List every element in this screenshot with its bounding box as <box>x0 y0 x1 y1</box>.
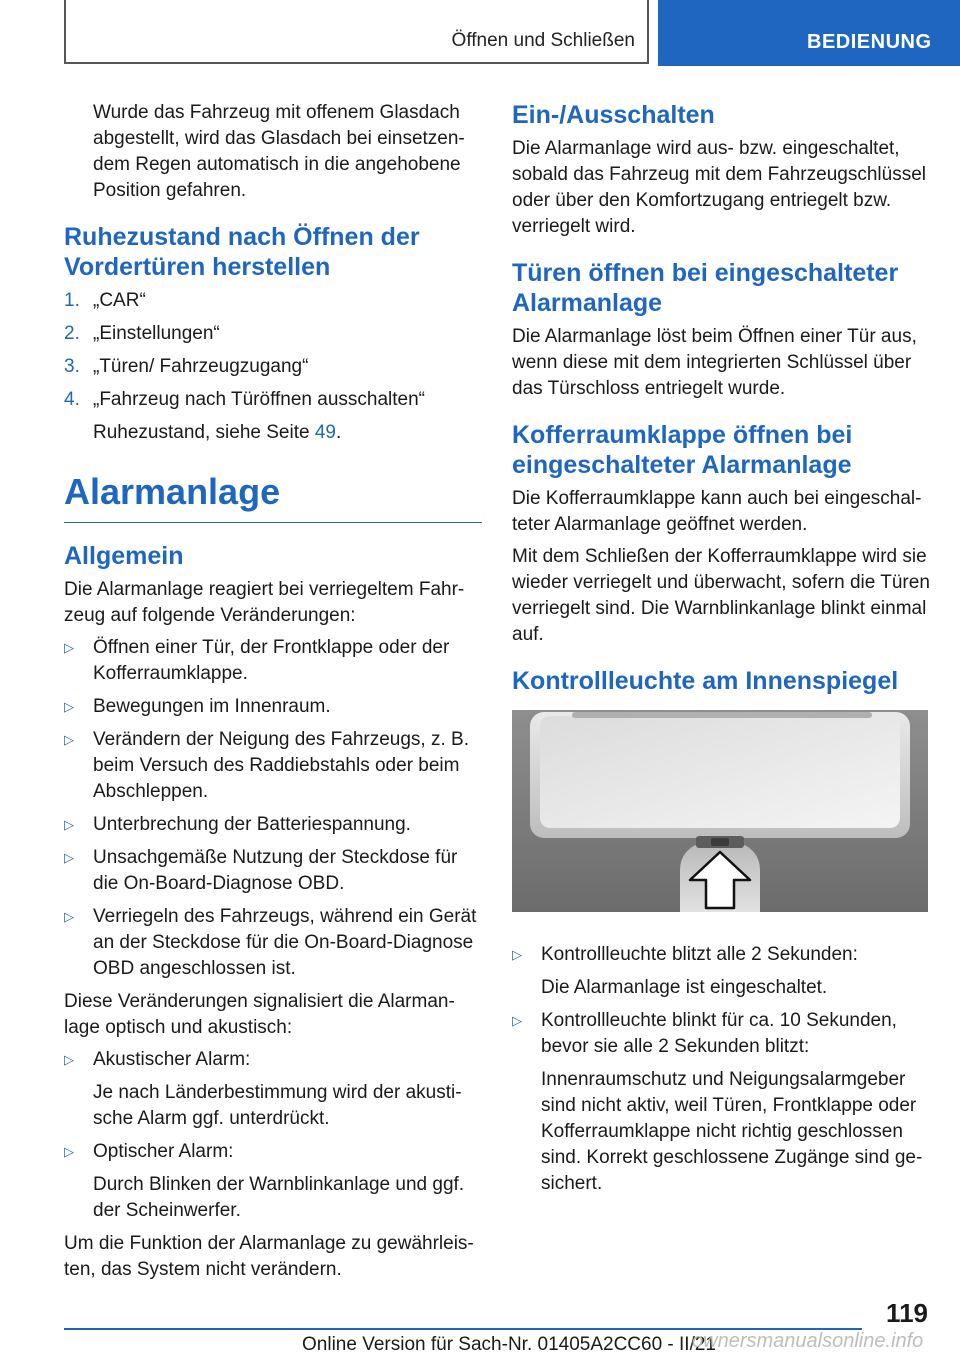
list-item <box>64 387 482 413</box>
page-link[interactable]: 49 <box>314 422 336 443</box>
heading-allgemein: Allgemein <box>64 542 184 570</box>
bullet-text: Unsachgemäße Nutzung der Steckdose für die On-Board-Diagnose OBD. <box>93 847 458 894</box>
closing-paragraph: Um die Funktion der Alarmanlage zu gewährleis‐ten, das System nicht verändern. <box>64 1233 474 1280</box>
bullet-triangle-icon: ▷ <box>64 640 74 655</box>
right-column <box>512 100 930 1204</box>
list-item <box>64 904 482 982</box>
bullet-triangle-icon: ▷ <box>64 909 74 924</box>
bullet-triangle-icon: ▷ <box>64 1144 74 1159</box>
step-text: „Einstellungen“ <box>93 323 220 344</box>
list-item <box>512 942 930 968</box>
bullet-text: Verändern der Neigung des Fahrzeugs, z. B. beim Versuch des Raddiebstahls oder beim Abschleppen. <box>93 729 470 802</box>
koffer-paragraph-1: Die Kofferraumklappe kann auch bei eingeschal‐teter Alarmanlage geöffnet werden. <box>512 488 922 535</box>
bullet-text: Unterbrechung der Batteriespannung. <box>93 814 411 835</box>
list-item <box>64 1139 482 1165</box>
step-note <box>64 420 482 446</box>
kontroll-list <box>512 942 930 1197</box>
step-number: 4. <box>64 389 80 410</box>
signal-paragraph: Diese Veränderungen signalisiert die Alarman‐lage optisch und akustisch: <box>64 991 455 1038</box>
list-item <box>64 321 482 347</box>
bullet-text: Optischer Alarm: <box>93 1141 234 1162</box>
step-text: „Türen/ Fahrzeugzugang“ <box>93 356 309 377</box>
bullet-triangle-icon: ▷ <box>64 817 74 832</box>
footer-version-text: Online Version für Sach-Nr. 01405A2CC60 - II/21 <box>302 1334 717 1355</box>
bullet-text: Kontrollleuchte blinkt für ca. 10 Sekunden, bevor sie alle 2 Sekunden blitzt: <box>541 1010 897 1057</box>
heading-ruhezustand: Ruhezustand nach Öffnen der Vordertüren herstellen <box>64 223 420 281</box>
tueren-paragraph: Die Alarmanlage löst beim Öffnen einer Tür aus, wenn diese mit dem integrierten Schlüssel über das Türschloss entriegelt wurde. <box>512 326 917 399</box>
list-item <box>64 1047 482 1073</box>
bullet-triangle-icon: ▷ <box>512 947 522 962</box>
bullet-text: Akustischer Alarm: <box>93 1049 251 1070</box>
step-number: 3. <box>64 356 80 377</box>
list-item <box>64 694 482 720</box>
ein-paragraph: Die Alarmanlage wird aus- bzw. eingeschaltet, sobald das Fahrzeug mit dem Fahrzeugschlüssel oder über den Komfortzugang entriegelt bzw. verriegelt wird. <box>512 138 926 237</box>
bullet-detail: Die Alarmanlage ist eingeschaltet. <box>541 977 828 998</box>
list-item <box>64 288 482 314</box>
bullet-text: Öffnen einer Tür, der Frontklappe oder der Kofferraumklappe. <box>93 637 450 684</box>
rearview-mirror-illustration <box>512 710 928 912</box>
heading-tueren-oeffnen: Türen öffnen bei eingeschalteter Alarmanlage <box>512 259 899 317</box>
step-note-suffix: . <box>335 422 342 443</box>
section-tab[interactable]: BEDIENUNG <box>658 0 960 66</box>
step-number: 2. <box>64 323 80 344</box>
bullet-triangle-icon: ▷ <box>64 1052 74 1067</box>
heading-ein-ausschalten: Ein-/Ausschalten <box>512 101 715 129</box>
list-item <box>64 635 482 687</box>
bullet-triangle-icon: ▷ <box>64 699 74 714</box>
bullet-text: Verriegeln des Fahrzeugs, während ein Gerät an der Steckdose für die On-Board-Diagnose OBD angeschlossen ist. <box>93 906 477 979</box>
list-item <box>64 845 482 897</box>
header-chapter-box <box>64 0 649 64</box>
list-item <box>64 812 482 838</box>
bullet-triangle-icon: ▷ <box>64 732 74 747</box>
bullet-detail: Innenraumschutz und Neigungsalarmgeber sind nicht aktiv, weil Türen, Frontklappe oder Kofferraumklappe nicht richtig geschlossen sind. Korrekt geschlossene Zugänge sind ge‐sichert. <box>541 1069 923 1194</box>
step-text: „CAR“ <box>93 290 146 311</box>
step-number: 1. <box>64 290 80 311</box>
list-item <box>64 727 482 805</box>
bullet-detail: Je nach Länderbestimmung wird der akusti‐sche Alarm ggf. unterdrückt. <box>93 1082 462 1129</box>
left-column <box>64 100 482 1289</box>
watermark: ownersmanualsonline.info <box>692 1330 924 1352</box>
bullet-triangle-icon: ▷ <box>64 850 74 865</box>
allgemein-paragraph: Die Alarmanlage reagiert bei verriegeltem Fahr‐zeug auf folgende Veränderungen: <box>64 579 465 626</box>
list-item <box>64 354 482 380</box>
heading-alarmanlage: Alarmanlage <box>64 470 482 523</box>
changes-list <box>64 635 482 982</box>
glasdach-paragraph: Wurde das Fahrzeug mit offenem Glasdach abgestellt, wird das Glasdach bei einsetzen‐dem Regen automatisch in die angehobene Position gefahren. <box>93 102 465 201</box>
bullet-text: Bewegungen im Innenraum. <box>93 696 331 717</box>
koffer-paragraph-2: Mit dem Schließen der Kofferraumklappe wird sie wieder verriegelt und überwacht, sofern die Türen verriegelt sind. Die Warnblinkanlage blinkt einmal auf. <box>512 546 930 645</box>
bullet-text: Kontrollleuchte blitzt alle 2 Sekunden: <box>541 944 858 965</box>
page-header <box>0 0 960 66</box>
step-note-text: Ruhezustand, siehe Seite <box>93 422 315 443</box>
heading-kontrollleuchte: Kontrollleuchte am Innenspiegel <box>512 667 899 695</box>
bullet-triangle-icon: ▷ <box>512 1013 522 1028</box>
heading-kofferraumklappe: Kofferraumklappe öffnen bei eingeschalteter Alarmanlage <box>512 421 853 479</box>
bullet-detail: Durch Blinken der Warnblinkanlage und ggf. der Scheinwerfer. <box>93 1174 465 1221</box>
chapter-title: Öffnen und Schließen <box>451 30 635 51</box>
list-item <box>512 1008 930 1060</box>
steps-list <box>64 288 482 446</box>
alarm-types-list <box>64 1047 482 1224</box>
step-text: „Fahrzeug nach Türöffnen ausschalten“ <box>93 389 425 410</box>
page-number: 119 <box>886 1298 928 1328</box>
